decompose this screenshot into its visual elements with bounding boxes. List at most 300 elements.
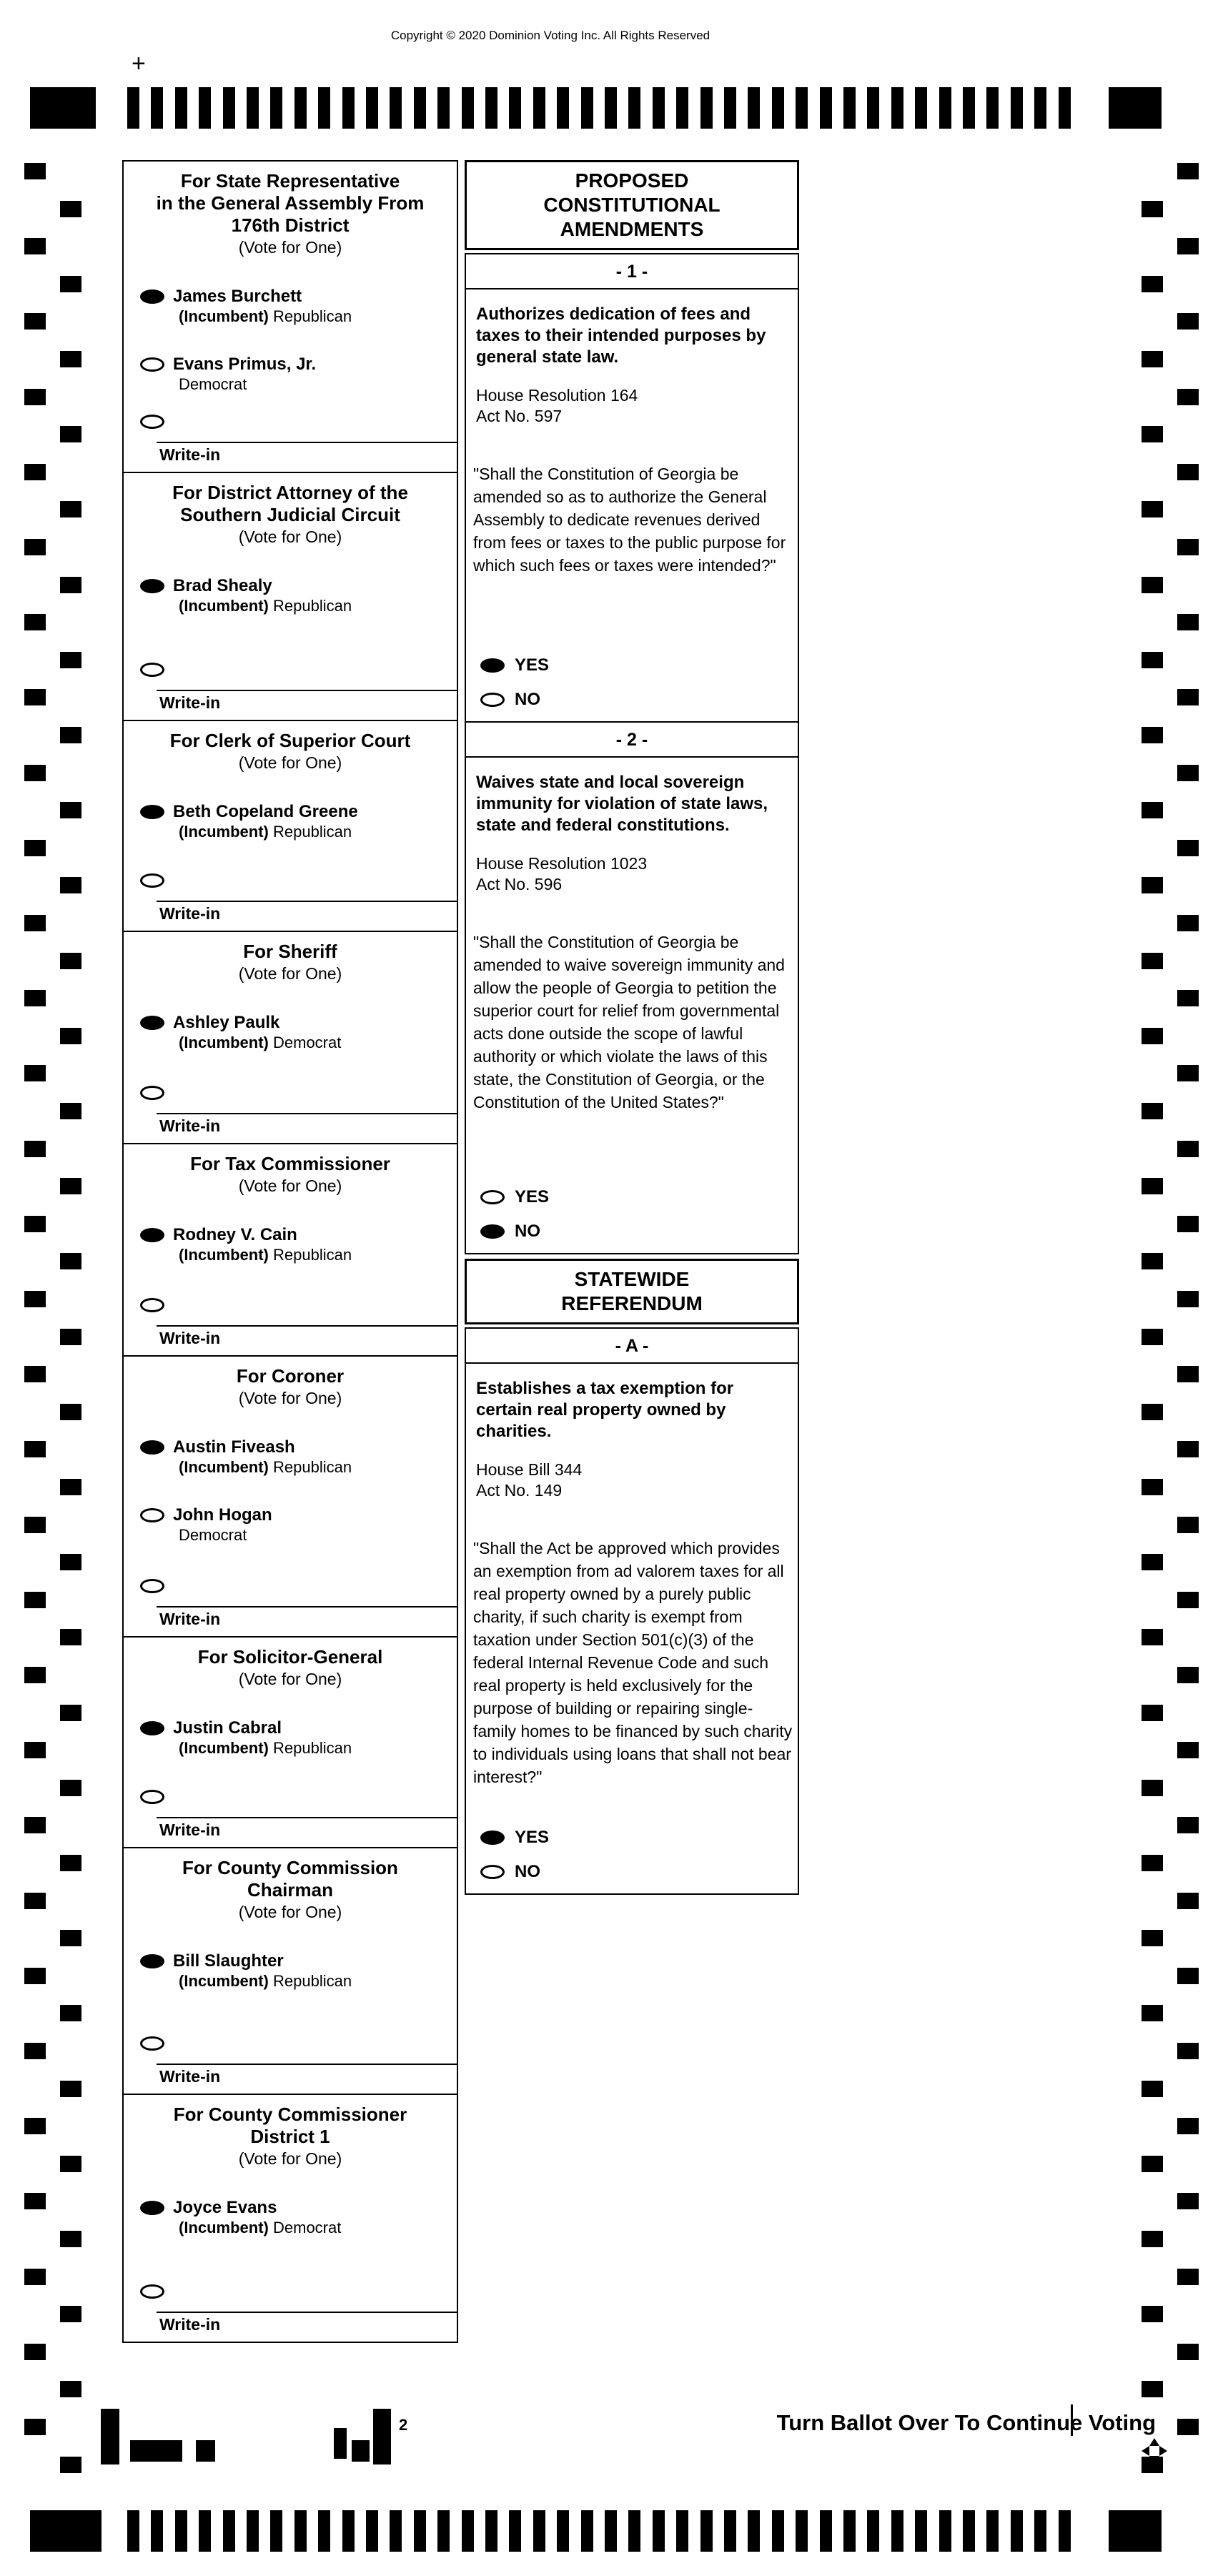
write-in-bubble[interactable] [140, 1790, 164, 1804]
vote-for-instruction: (Vote for One) [238, 238, 342, 257]
timing-mark-icon [60, 2306, 81, 2322]
party-label: Republican [273, 597, 352, 615]
timing-mark-icon [24, 238, 46, 254]
timing-bar-icon [294, 2510, 307, 2552]
choice-row [466, 655, 798, 675]
vote-bubble[interactable] [140, 1954, 164, 1968]
timing-mark-icon [1142, 1855, 1163, 1871]
write-in-bubble[interactable] [140, 873, 164, 888]
contest-box [122, 1143, 458, 1357]
timing-mark-icon [60, 201, 81, 217]
timing-track-top [0, 87, 1223, 129]
candidate-detail [173, 2218, 341, 2237]
candidate-info [173, 576, 352, 615]
timing-mark-icon [1142, 877, 1163, 893]
timing-bar-icon [1011, 87, 1023, 129]
candidate-info [173, 355, 316, 394]
vote-for-instruction: (Vote for One) [238, 1389, 342, 1407]
timing-mark-icon [60, 802, 81, 818]
write-in-bubble[interactable] [140, 1086, 164, 1100]
timing-mark-icon [24, 990, 46, 1006]
incumbent-label: (Incumbent) [179, 307, 273, 325]
amendments-container [465, 253, 799, 1254]
timing-mark-icon [1142, 2081, 1163, 2097]
timing-mark-icon [1142, 2306, 1163, 2322]
timing-mark-icon [1177, 765, 1199, 781]
timing-block-icon [30, 87, 96, 129]
timing-mark-icon [1142, 426, 1163, 442]
vote-bubble[interactable] [140, 805, 164, 819]
timing-bar-icon [485, 2510, 497, 2552]
timing-mark-icon [1142, 276, 1163, 292]
contest-title-line: in the General Assembly From [156, 192, 425, 214]
timing-mark-icon [60, 1930, 81, 1946]
vote-for-instruction: (Vote for One) [238, 527, 342, 546]
write-in-line[interactable] [157, 901, 457, 902]
timing-mark-icon [24, 1441, 46, 1457]
vote-bubble[interactable] [480, 693, 505, 707]
measure-choices [466, 1166, 798, 1242]
candidate-info [173, 1437, 352, 1477]
timing-bar-icon [175, 2510, 187, 2552]
incumbent-label: (Incumbent) [179, 2219, 273, 2236]
timing-mark-icon [1177, 1817, 1199, 1833]
write-in-block [124, 861, 457, 923]
timing-block-icon [1109, 2510, 1162, 2552]
incumbent-label: (Incumbent) [179, 1739, 273, 1757]
candidate-row [124, 1505, 457, 1545]
write-in-line[interactable] [157, 2064, 457, 2065]
ballot-code-mark [196, 2440, 215, 2462]
timing-bar-icon [390, 87, 402, 129]
timing-mark-icon [1142, 1554, 1163, 1570]
timing-mark-icon [1142, 1780, 1163, 1796]
write-in-line[interactable] [157, 690, 457, 691]
timing-mark-icon [1177, 1441, 1199, 1457]
timing-mark-icon [1142, 2005, 1163, 2021]
measure-references [466, 385, 798, 427]
registration-plus-mark: + [132, 50, 146, 77]
write-in-block [124, 1566, 457, 1629]
choice-row [466, 1187, 798, 1207]
vote-for-instruction: (Vote for One) [238, 964, 342, 983]
timing-mark-icon [1177, 2419, 1199, 2435]
timing-block-icon [1109, 87, 1162, 129]
candidate-detail [173, 822, 358, 841]
candidate-detail [173, 1033, 341, 1052]
timing-mark-icon [60, 2081, 81, 2097]
timing-mark-icon [1142, 2156, 1163, 2172]
timing-mark-icon [24, 1667, 46, 1683]
write-in-line[interactable] [157, 1113, 457, 1114]
contest-title-line: For Coroner [236, 1365, 345, 1387]
candidate-name: Evans Primus, Jr. [173, 355, 317, 374]
ballot-code-mark [373, 2409, 391, 2464]
incumbent-label: (Incumbent) [179, 597, 273, 615]
timing-mark-icon [24, 2193, 46, 2209]
write-in-label: Write-in [159, 2067, 221, 2086]
write-in-label: Write-in [159, 1116, 221, 1135]
incumbent-label: (Incumbent) [179, 1034, 273, 1051]
amendments-header-line: AMENDMENTS [560, 218, 704, 240]
write-in-bubble[interactable] [140, 1298, 164, 1312]
timing-mark-icon [60, 426, 81, 442]
choice-row [466, 1222, 798, 1242]
vote-bubble[interactable] [140, 1228, 164, 1242]
timing-mark-icon [24, 1517, 46, 1533]
candidate-info [173, 1505, 272, 1545]
ballot-code-mark [334, 2428, 347, 2459]
choice-row [466, 1862, 798, 1882]
timing-mark-icon [60, 727, 81, 743]
write-in-label: Write-in [159, 1329, 221, 1347]
write-in-label: Write-in [159, 2315, 221, 2334]
contest-box [122, 1355, 458, 1638]
timing-mark-icon [24, 464, 46, 480]
timing-bar-icon [653, 87, 665, 129]
timing-mark-icon [1142, 727, 1163, 743]
write-in-bubble-row [124, 2036, 457, 2051]
vote-bubble[interactable] [140, 357, 164, 372]
timing-mark-icon [1177, 389, 1199, 405]
candidate-row [124, 287, 457, 326]
contest-title-line: District 1 [250, 2126, 330, 2147]
timing-bar-icon [223, 2510, 235, 2552]
candidate-name: Beth Copeland Greene [173, 802, 358, 821]
timing-bar-icon [915, 87, 927, 129]
candidate-row [124, 1437, 457, 1477]
contest-box [122, 160, 458, 473]
candidate-detail [173, 1738, 352, 1758]
timing-mark-icon [24, 1893, 46, 1909]
contest-title-line: Southern Judicial Circuit [180, 504, 400, 525]
timing-mark-icon [1177, 1216, 1199, 1232]
timing-mark-icon [1142, 1930, 1163, 1946]
timing-bar-icon [820, 2510, 832, 2552]
timing-mark-icon [60, 351, 81, 367]
timing-bar-icon [414, 87, 426, 129]
timing-mark-icon [24, 163, 46, 179]
write-in-bubble-row [124, 873, 457, 888]
candidate-name: Austin Fiveash [173, 1437, 295, 1457]
timing-bar-icon [963, 2510, 975, 2552]
write-in-line[interactable] [157, 2312, 457, 2313]
timing-mark-icon [1177, 1667, 1199, 1683]
measure-question: "Shall the Constitution of Georgia be amended so as to authorize the General Assembly to dedicate revenues derived from fees or taxes to the public purpose for which such fees or taxes were intended?" [473, 465, 786, 575]
timing-bar-icon [366, 87, 378, 129]
timing-mark-icon [1177, 2193, 1199, 2209]
vote-bubble[interactable] [140, 1508, 164, 1522]
candidate-row [124, 2198, 457, 2237]
timing-mark-icon [60, 877, 81, 893]
measure-reference-line: Act No. 597 [476, 407, 563, 425]
timing-bar-icon [939, 2510, 951, 2552]
vote-bubble[interactable] [480, 1224, 505, 1239]
timing-bar-icon [533, 2510, 545, 2552]
timing-mark-icon [1142, 1404, 1163, 1420]
timing-bar-icon [223, 87, 235, 129]
measure-question: "Shall the Constitution of Georgia be amended to waive sovereign immunity and allow the people of Georgia to petition the superior court for relief from governmental acts done outside the scope of lawful authority or which violate the laws of this state, the Constitution of Georgia, or the Constitution of the United States?" [473, 933, 785, 1111]
timing-mark-icon [1177, 2043, 1199, 2059]
candidate-detail [173, 307, 352, 326]
choice-label: YES [515, 1187, 550, 1207]
timing-mark-icon [1177, 1893, 1199, 1909]
candidate-row [124, 1225, 457, 1264]
measure-question: "Shall the Act be approved which provides an exemption from ad valorem taxes for all real property owned by a purely public charity, if such charity is exempt from taxation under Section 501(c)(3) of the federal Internal Revenue Code and such real property is held exclusively for the purpose of building or repairing single-family homes to be financed by such charity to individuals using loans that shall not bear interest?" [473, 1539, 793, 1786]
measure-summary: Authorizes dedication of fees and taxes to their intended purposes by general state law. [476, 304, 766, 367]
referendum-header [465, 1259, 799, 1324]
vote-bubble[interactable] [140, 1016, 164, 1030]
candidate-name: Joyce Evans [173, 2198, 277, 2217]
timing-mark-icon [24, 2344, 46, 2360]
incumbent-label: (Incumbent) [179, 823, 273, 841]
timing-bar-icon [151, 2510, 163, 2552]
timing-mark-icon [1142, 1479, 1163, 1495]
write-in-block [124, 2272, 457, 2334]
timing-mark-icon [60, 1705, 81, 1721]
timing-bar-icon [294, 87, 307, 129]
measure-reference-line: House Resolution 164 [476, 386, 638, 405]
measure-summary: Establishes a tax exemption for certain real property owned by charities. [476, 1379, 734, 1441]
timing-mark-icon [1177, 1291, 1199, 1307]
timing-bar-icon [247, 2510, 259, 2552]
write-in-line[interactable] [157, 1606, 457, 1607]
timing-mark-icon [1142, 953, 1163, 969]
write-in-bubble[interactable] [140, 1579, 164, 1593]
timing-mark-icon [24, 389, 46, 405]
vote-bubble[interactable] [480, 1865, 505, 1879]
candidate-info [173, 287, 352, 326]
timing-mark-icon [1177, 2269, 1199, 2285]
timing-bar-icon [366, 2510, 378, 2552]
vote-bubble[interactable] [140, 579, 164, 593]
party-label: Republican [273, 1739, 352, 1757]
timing-mark-icon [1142, 501, 1163, 517]
timing-bar-icon [796, 2510, 808, 2552]
timing-mark-icon [24, 614, 46, 630]
timing-mark-icon [60, 1028, 81, 1044]
contest-title [124, 1153, 457, 1175]
contest-title-line: For District Attorney of the [172, 482, 408, 503]
timing-bar-icon [986, 87, 999, 129]
timing-mark-icon [1177, 238, 1199, 254]
timing-mark-icon [60, 1103, 81, 1119]
turn-ballot-text: Turn Ballot Over To Continue Voting [776, 2410, 1156, 2435]
timing-bar-icon [199, 2510, 211, 2552]
timing-mark-icon [24, 1817, 46, 1833]
measure-section [465, 721, 799, 1254]
measure-number: - A - [466, 1329, 798, 1364]
timing-mark-icon [24, 2419, 46, 2435]
vote-bubble[interactable] [140, 289, 164, 304]
candidate-detail [173, 1457, 352, 1477]
party-label: Democrat [179, 1526, 247, 1544]
timing-mark-icon [24, 2118, 46, 2134]
timing-mark-icon [60, 652, 81, 668]
timing-bar-icon [939, 87, 951, 129]
timing-bar-icon [843, 87, 856, 129]
timing-bar-icon [676, 2510, 688, 2552]
candidate-info [173, 802, 358, 841]
vote-for-instruction: (Vote for One) [238, 2149, 342, 2168]
amendments-header-line: PROPOSED [575, 169, 689, 192]
candidate-name: Brad Shealy [173, 576, 272, 595]
vote-bubble[interactable] [140, 1721, 164, 1735]
referendum-header-line: STATEWIDE [574, 1268, 690, 1290]
write-in-bubble[interactable] [140, 415, 164, 429]
timing-bar-icon [318, 2510, 330, 2552]
timing-mark-icon [1177, 840, 1199, 856]
timing-mark-icon [1142, 201, 1163, 217]
choice-label: YES [515, 655, 550, 675]
timing-mark-icon [60, 1780, 81, 1796]
write-in-bubble-row [124, 2284, 457, 2299]
timing-mark-icon [1177, 163, 1199, 179]
vote-bubble[interactable] [480, 1831, 505, 1845]
timing-mark-icon [60, 1329, 81, 1345]
write-in-block [124, 650, 457, 713]
timing-mark-icon [1142, 1103, 1163, 1119]
contest-box [122, 2094, 458, 2343]
timing-bar-icon [724, 87, 736, 129]
write-in-label: Write-in [159, 1610, 221, 1628]
candidate-name: Bill Slaughter [173, 1951, 284, 1971]
timing-bar-icon [342, 87, 355, 129]
timing-mark-icon [24, 765, 46, 781]
party-label: Democrat [179, 375, 247, 393]
write-in-line[interactable] [157, 1325, 457, 1327]
timing-bar-icon [963, 87, 975, 129]
timing-bar-icon [986, 2510, 999, 2552]
timing-mark-icon [60, 1479, 81, 1495]
party-label: Republican [273, 307, 352, 325]
timing-bar-icon [199, 87, 211, 129]
contest-title-line: For Solicitor-General [197, 1646, 383, 1668]
timing-mark-icon [1177, 1141, 1199, 1157]
write-in-bubble[interactable] [140, 2284, 164, 2299]
timing-mark-icon [1177, 2118, 1199, 2134]
vote-bubble[interactable] [140, 1440, 164, 1455]
vote-bubble[interactable] [140, 2201, 164, 2215]
candidate-info [173, 1013, 341, 1052]
vote-bubble[interactable] [480, 658, 505, 673]
timing-bar-icon [557, 87, 569, 129]
contest-box [122, 720, 458, 932]
candidate-detail [173, 1245, 352, 1264]
timing-bar-icon [175, 87, 187, 129]
timing-bar-icon [437, 2510, 450, 2552]
timing-mark-icon [24, 313, 46, 330]
timing-mark-icon [1177, 1968, 1199, 1984]
contest-title-line: For Tax Commissioner [190, 1153, 390, 1174]
timing-mark-icon [1177, 464, 1199, 480]
write-in-bubble-row [124, 415, 457, 429]
timing-bar-icon [748, 2510, 760, 2552]
timing-mark-icon [60, 1404, 81, 1420]
timing-mark-icon [1142, 1028, 1163, 1044]
measure-summary: Waives state and local sovereign immunity for violation of state laws, state and federal constitutions. [476, 773, 768, 835]
timing-bar-icon [628, 2510, 640, 2552]
timing-mark-icon [1142, 2231, 1163, 2247]
contest-title-line: For State Representative [180, 170, 400, 192]
candidate-detail [173, 1525, 272, 1545]
choice-row [466, 1828, 798, 1848]
contest-box [122, 931, 458, 1144]
measure-reference-line: Act No. 149 [476, 1481, 563, 1500]
timing-bar-icon [462, 87, 474, 129]
contest-title-line: 176th District [231, 214, 350, 236]
timing-bar-icon [891, 2510, 903, 2552]
timing-bar-icon [796, 87, 808, 129]
contest-box [122, 1636, 458, 1848]
timing-bar-icon [724, 2510, 736, 2552]
timing-mark-icon [24, 1141, 46, 1157]
contest-title [124, 170, 457, 237]
write-in-line[interactable] [157, 1817, 457, 1818]
vote-bubble[interactable] [480, 1190, 505, 1204]
candidate-detail [173, 596, 352, 615]
page-number: 2 [399, 2416, 408, 2434]
party-label: Republican [273, 1458, 352, 1476]
timing-mark-icon [1142, 1629, 1163, 1645]
ballot-code-mark [101, 2409, 119, 2464]
candidate-name: James Burchett [173, 287, 302, 306]
candidate-info [173, 1951, 352, 1991]
timing-bar-icon [533, 87, 545, 129]
measure-number: - 1 - [466, 254, 798, 289]
write-in-line[interactable] [157, 442, 457, 443]
contest-box [122, 472, 458, 721]
timing-mark-icon [60, 577, 81, 593]
timing-mark-icon [60, 953, 81, 969]
candidate-detail [173, 375, 316, 394]
write-in-bubble-row [124, 1790, 457, 1804]
timing-mark-icon [60, 1855, 81, 1871]
write-in-bubble-row [124, 1086, 457, 1100]
timing-bar-icon [485, 87, 497, 129]
timing-bar-icon [700, 2510, 713, 2552]
timing-bar-icon [1011, 2510, 1023, 2552]
contest-title [124, 482, 457, 526]
amendments-header-line: CONSTITUTIONAL [543, 194, 721, 216]
candidate-name: John Hogan [173, 1505, 272, 1525]
timing-bar-icon [509, 87, 521, 129]
timing-mark-icon [24, 1366, 46, 1382]
timing-mark-icon [1177, 915, 1199, 931]
measure-references [466, 853, 798, 895]
measure-section [465, 1327, 799, 1895]
write-in-bubble[interactable] [140, 663, 164, 677]
timing-mark-icon [24, 1216, 46, 1232]
timing-bar-icon [462, 2510, 474, 2552]
timing-mark-icon [60, 501, 81, 517]
timing-bar-icon [509, 2510, 521, 2552]
timing-mark-icon [24, 1291, 46, 1307]
timing-mark-icon [1142, 351, 1163, 367]
timing-bar-icon [891, 87, 903, 129]
contest-title [124, 730, 457, 752]
timing-mark-icon [1177, 539, 1199, 555]
registration-diamond-icon [1141, 2437, 1168, 2468]
candidate-row [124, 1718, 457, 1758]
timing-bar-icon [127, 2510, 139, 2552]
measure-reference-line: House Resolution 1023 [476, 854, 648, 873]
write-in-bubble[interactable] [140, 2036, 164, 2051]
timing-bar-icon [1059, 2510, 1071, 2552]
referendum-header-line: REFERENDUM [561, 1292, 703, 1314]
timing-mark-icon [1177, 2344, 1199, 2360]
party-label: Republican [273, 1972, 352, 1990]
